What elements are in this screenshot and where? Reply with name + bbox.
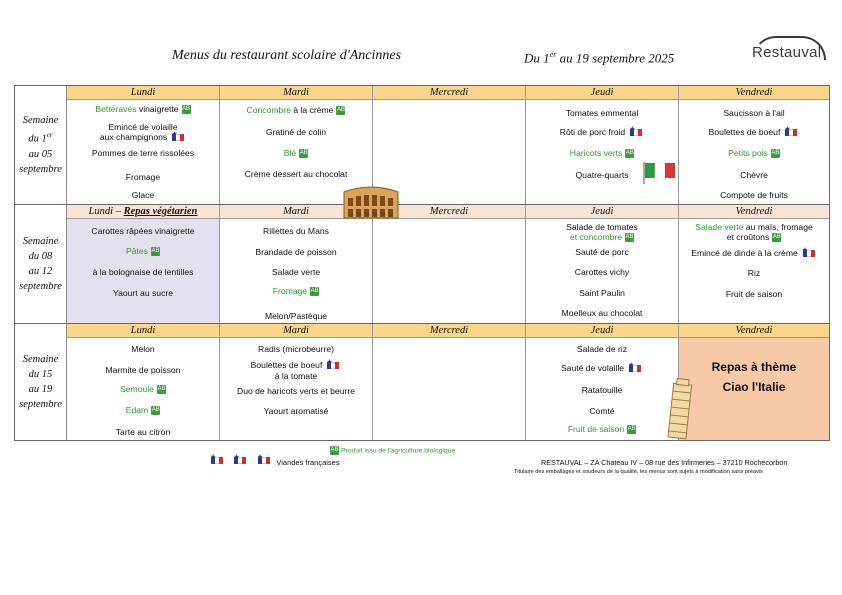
menu-item: Semoule AB <box>120 384 166 394</box>
day-header-jeudi: Jeudi <box>526 86 679 100</box>
menu-item: Pommes de terre rissolées <box>91 148 195 158</box>
bio-icon: AB <box>625 150 634 157</box>
week-2-lundi <box>67 219 220 323</box>
footer-note: Titulaire des emballages et soudeurs de la qualité, les menus sont sujets à modification sans préavis <box>514 469 763 475</box>
menu-item: Comté <box>589 406 615 416</box>
bio-icon: AB <box>310 288 319 295</box>
italian-flag-icon <box>642 160 678 184</box>
theme-subtitle: Ciao l'Italie <box>722 380 786 394</box>
menu-item: Salade de riz <box>576 344 628 354</box>
bio-icon: AB <box>182 106 191 113</box>
week-2-mercredi <box>373 219 526 323</box>
bio-icon: AB <box>299 150 308 157</box>
menu-item: Concombre à la crème AB <box>246 105 345 115</box>
viande-francaise-icon: ★ <box>628 363 643 374</box>
menu-item: Gratiné de colin <box>265 127 327 137</box>
restauval-logo: Restauval <box>748 36 832 76</box>
day-header-jeudi: Jeudi <box>526 205 679 219</box>
menu-item: Rillettes du Mans <box>263 226 329 236</box>
menu-item: Fromage AB <box>272 286 319 296</box>
pisa-tower-icon <box>665 378 695 440</box>
day-header-lundi-vegetarien: Lundi – Repas végétarien <box>67 205 220 219</box>
menu-item: Rôti de porc froid ★ <box>526 127 678 138</box>
menu-item: Edam AB <box>125 405 160 415</box>
viande-francaise-icon: ★ <box>233 455 248 466</box>
menu-item: Salade verte <box>271 267 321 277</box>
menu-item: Haricots verts AB <box>569 148 634 158</box>
viande-francaise-icon: ★ <box>802 248 817 259</box>
menu-item: Compote de fruits <box>720 190 788 200</box>
bio-icon: AB <box>157 386 166 393</box>
legend-viandes: ★ ★ ★ Viandes françaises <box>210 454 340 467</box>
bio-icon: AB <box>771 150 780 157</box>
menu-item: Crème dessert au chocolat <box>244 169 348 179</box>
menu-item: Carottes vichy <box>574 267 630 277</box>
day-header-lundi: Lundi <box>67 324 220 338</box>
menu-item: Brandade de poisson <box>255 247 337 257</box>
menu-item: Saucisson à l'ail <box>723 108 785 118</box>
menu-item: Chèvre <box>740 170 768 180</box>
menu-grid <box>14 85 830 441</box>
day-header-jeudi: Jeudi <box>526 324 679 338</box>
week-1-jeudi <box>526 100 679 204</box>
menu-item: Glace <box>131 190 155 200</box>
week-2-label: Semaine du 08 au 12 septembre <box>15 205 67 323</box>
week-2-jeudi <box>526 219 679 323</box>
week-1 <box>15 86 829 204</box>
bio-icon: AB <box>627 426 636 433</box>
menu-item: Betteraves vinaigrette AB <box>95 104 191 114</box>
day-header-mardi: Mardi <box>220 205 373 219</box>
menu-item: Petits pois AB <box>728 148 780 158</box>
colosseum-icon <box>342 182 400 220</box>
day-header-mercredi: Mercredi <box>373 205 526 219</box>
menu-item: à la bolognaise de lentilles <box>92 267 194 277</box>
menu-item: Yaourt aromatisé <box>263 406 329 416</box>
menu-item: Boulettes de boeuf ★ à la tomate <box>220 360 372 381</box>
viande-francaise-icon: ★ <box>257 455 272 466</box>
menu-item: Carottes râpées vinaigrette <box>91 226 195 236</box>
week-3-lundi <box>67 338 220 440</box>
menu-item: Pâtes AB <box>126 246 160 256</box>
menu-item: Quatre-quarts <box>575 170 629 180</box>
menu-item: Fruit de saison AB <box>567 424 636 434</box>
menu-item: Fruit de saison <box>725 289 783 299</box>
week-3-label: Semaine du 15 au 19 septembre <box>15 324 67 440</box>
bio-icon: AB <box>772 234 781 241</box>
menu-item: Sauté de porc <box>575 247 629 257</box>
viande-francaise-icon: ★ <box>210 455 225 466</box>
menu-item: Blé AB <box>283 148 308 158</box>
day-header-mardi: Mardi <box>220 324 373 338</box>
bio-icon: AB <box>336 107 345 114</box>
menu-item: Melon/Pastèque <box>264 311 328 321</box>
menu-item: Salade verte au maïs, fromage et croûtons AB <box>695 222 813 242</box>
week-2-vendredi <box>679 219 829 323</box>
menu-item: Saint Paulin <box>579 288 625 298</box>
menu-item: Boulettes de boeuf ★ <box>679 127 829 138</box>
day-header-mercredi: Mercredi <box>373 324 526 338</box>
viande-francaise-icon: ★ <box>326 360 341 371</box>
week-2 <box>15 205 829 323</box>
week-1-vendredi <box>679 100 829 204</box>
day-header-vendredi: Vendredi <box>679 205 829 219</box>
menu-item: Melon <box>131 344 155 354</box>
menu-item: Sauté de volaille ★ <box>526 363 678 374</box>
day-header-vendredi: Vendredi <box>679 86 829 100</box>
menu-item: Tomates emmental <box>565 108 639 118</box>
viande-francaise-icon: ★ <box>629 127 644 138</box>
week-3-jeudi <box>526 338 679 440</box>
menu-item: Ratatouille <box>581 385 623 395</box>
menu-item: Riz <box>747 268 761 278</box>
menu-item: Salade de tomates et concombre AB <box>566 222 638 242</box>
menu-item: Emincé de dinde à la crème ★ <box>679 248 829 259</box>
menu-item: Yaourt au sucre <box>112 288 174 298</box>
viande-francaise-icon: ★ <box>171 132 186 143</box>
day-header-mardi: Mardi <box>220 86 373 100</box>
week-1-lundi <box>67 100 220 204</box>
theme-meal-box <box>679 338 829 440</box>
menu-item: Duo de haricots verts et beurre <box>237 386 355 396</box>
week-2-mardi <box>220 219 373 323</box>
menu-item: Moelleux au chocolat <box>561 308 643 318</box>
legend-bio: AB Produit issu de l'agriculture biologique <box>330 447 456 455</box>
menu-item: Fromage <box>125 172 161 182</box>
viande-francaise-icon: ★ <box>784 127 799 138</box>
week-1-label: Semaine du 1er au 05 septembre <box>15 86 67 204</box>
menu-item: Marmite de poisson <box>105 365 181 375</box>
menu-item: Tarte au citron <box>115 427 171 437</box>
footer-address: RESTAUVAL – ZA Chateau IV – 08 rue des Infirmeries – 37210 Rochecorbon <box>541 458 788 467</box>
bio-icon: AB <box>151 248 160 255</box>
week-3 <box>15 324 829 440</box>
bio-icon: AB <box>151 407 160 414</box>
day-header-mercredi: Mercredi <box>373 86 526 100</box>
bio-icon: AB <box>330 447 339 453</box>
menu-item: Radis (microbeurre) <box>258 344 334 354</box>
bio-icon: AB <box>625 234 634 241</box>
day-header-lundi: Lundi <box>67 86 220 100</box>
theme-title: Repas à thème <box>711 360 797 374</box>
day-header-vendredi: Vendredi <box>679 324 829 338</box>
week-3-mercredi <box>373 338 526 440</box>
page-title: Menus du restaurant scolaire d'Ancinnes <box>172 48 402 63</box>
week-3-mardi <box>220 338 373 440</box>
menu-item: Emincé de volaille aux champignons ★ <box>67 122 219 143</box>
date-range: Du 1er au 19 septembre 2025 <box>524 50 675 66</box>
